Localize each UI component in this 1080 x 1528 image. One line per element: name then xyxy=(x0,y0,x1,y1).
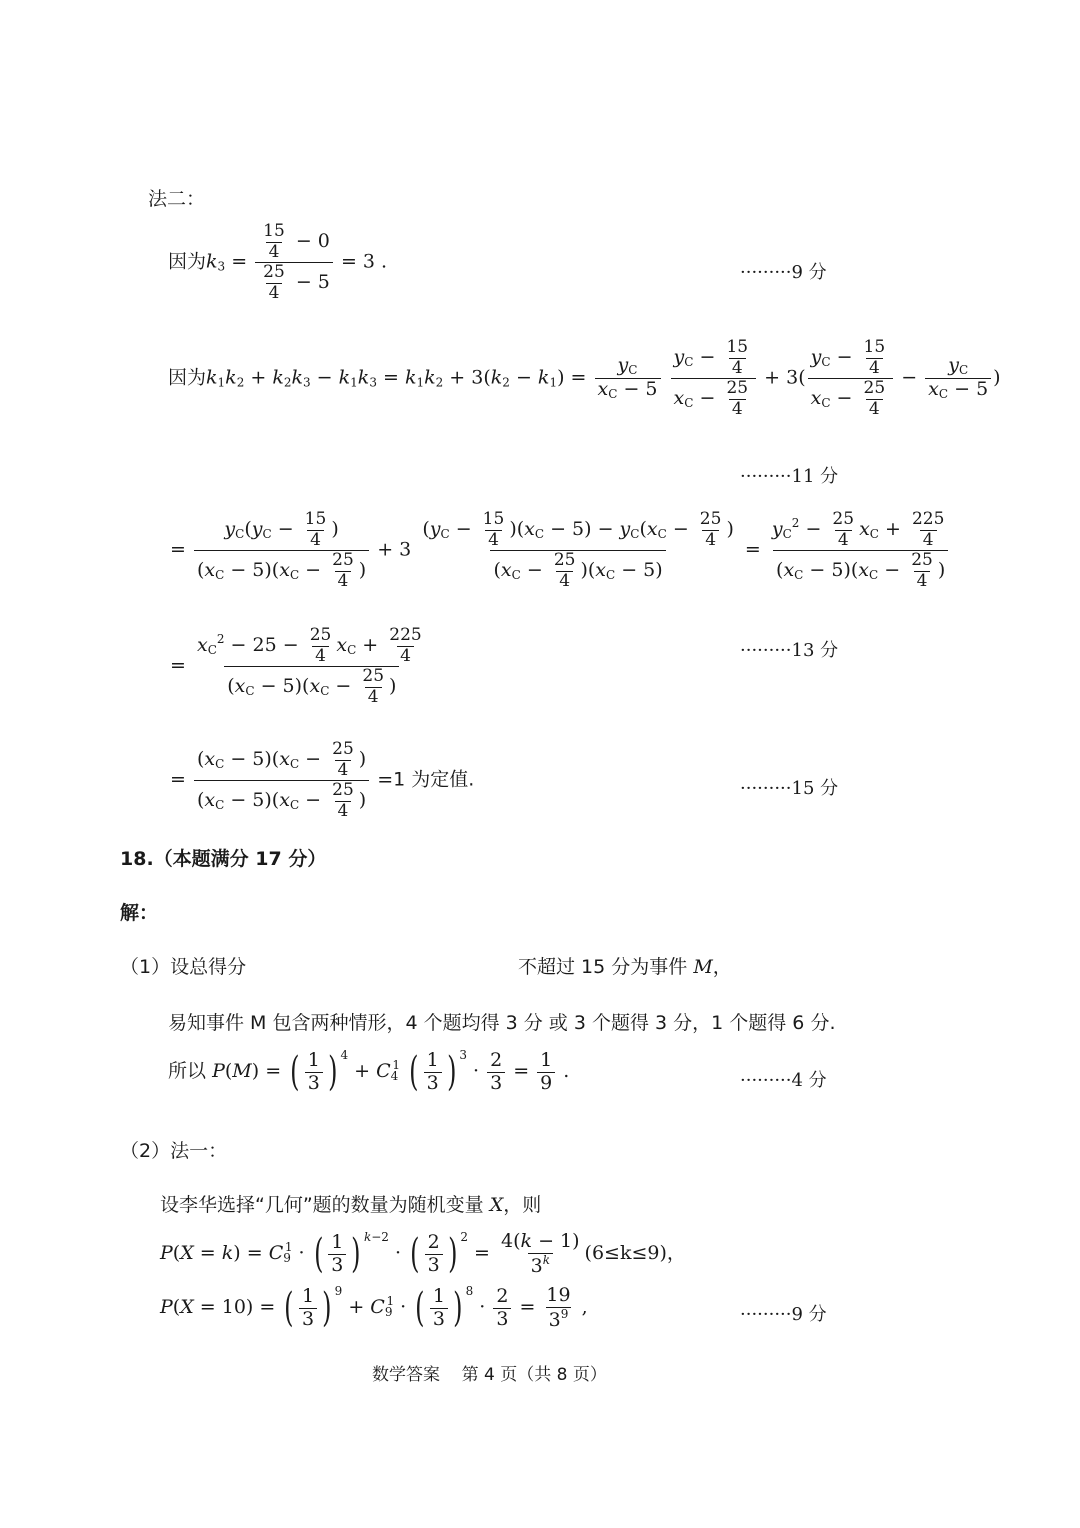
part1-prefix: （1）设总得分 xyxy=(120,956,247,978)
constant-line: = $(x_C - 5)(x_C$ − $\frac{25}{4}$ ) $(x_C - 5)(x_C$ − $\frac{25}{4}$ ) =1 为定值. xyxy=(170,739,475,821)
solution-label: 解： xyxy=(120,902,159,924)
expansion-line: = $y_C(y_C$ − $\frac{15}{4}$ ) $(x_C - 5)(x_C$ − $\frac{25}{4}$ ) + 3 ($y_C$ − $\frac{15}{4}$ )$(x_C - 5) - y_C(x_C$ − $\frac{25}{4}$ ) ($x_C$ − $\frac{25}{4}$ )$(x_C - 5)$ = $y_C^2$ − $\frac{25}{4}$ $x_C$ + $\frac{225}{4}$ $(x_C - 5)(x_C$ − $\frac{25}{4}$ ) xyxy=(170,510,954,591)
pm-equation: 所以 P(M) = ( $\frac{1}{3}$ ) $^4 + C_4^1$ ( $\frac{1}{3}$ ) $^3$ · $\frac{2}{3}$ = $\frac{1}{9}$ . xyxy=(168,1048,570,1095)
score-9b: ·········9 分 xyxy=(740,1304,827,1325)
k3-equation: 因为$k_3$ = $\frac{15}{4}$ − 0 $\frac{25}{4}$ − 5 = 3 . xyxy=(168,221,388,303)
pxk-equation: $P(X = k) = C_9^1$ · ( $\frac{1}{3}$ ) $^{k-2}$ · ( $\frac{2}{3}$ ) $^2$ = $\frac{4(k - 1)}{3^k}$ (6≤k≤9)， xyxy=(160,1229,686,1277)
score-15: ·········15 分 xyxy=(740,778,839,799)
question-18-title: 18.（本题满分 17 分） xyxy=(120,848,327,870)
part2-label: （2）法一： xyxy=(120,1140,228,1162)
part1-suffix: 不超过 15 分为事件 M， xyxy=(518,956,732,978)
constant-text: =1 为定值. xyxy=(377,768,475,791)
because-text: 因为 xyxy=(168,250,207,273)
score-11: ·········11 分 xyxy=(740,466,839,487)
part1-line2: 易知事件 M 包含两种情形，4 个题均得 3 分 或 3 个题得 3 分，1 个题得 6 分. xyxy=(168,1012,836,1034)
score-13: ·········13 分 xyxy=(740,640,839,661)
score-4: ·········4 分 xyxy=(740,1070,827,1091)
k-sum-equation: 因为$k_1k_2 + k_2k_3 - k_1k_3 = k_1k_2 + 3(k_2 - k_1)$ = $\frac{y_C}{x_C - 5}$ $y_C$ − $\frac{15}{4}$ $x_C$ − $\frac{25}{4}$ + 3( $y_C$ − $\frac{15}{4}$ $x_C$ − $\frac{25}{4}$ − $\frac{y_C}{x_C - 5}$ ) xyxy=(168,337,1001,419)
substitution-line: = $x_C^2 - 25$ − $\frac{25}{4}$ $x_C$ + $\frac{225}{4}$ $(x_C - 5)(x_C$ − $\frac{25}{4}$ ) xyxy=(170,625,422,707)
px10-equation: P(X = 10) = ( $\frac{1}{3}$ ) $^9 + C_9^1$ · ( $\frac{1}{3}$ ) $^8$ · $\frac{2}{3}$ = $\frac{19}{3^9}$ , xyxy=(160,1283,588,1331)
part2-line1: 设李华选择“几何”题的数量为随机变量 X，则 xyxy=(160,1194,542,1216)
score-9: ·········9 分 xyxy=(740,262,827,283)
range-text: (6≤k≤9)， xyxy=(584,1242,686,1264)
method2-label: 法二： xyxy=(148,188,206,210)
page-footer: 数学答案 第 4 页（共 8 页） xyxy=(372,1365,607,1385)
